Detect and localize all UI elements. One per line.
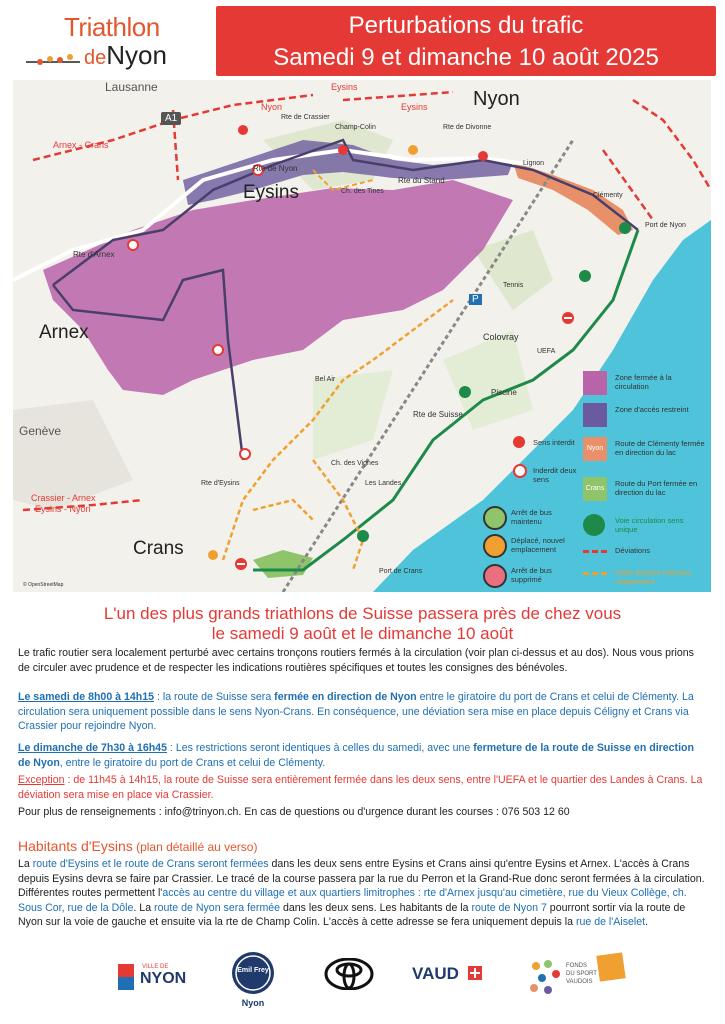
sunday-paragraph: Le dimanche de 7h30 à 16h45 : Les restrictions seront identiques à celles du samedi, avec une fermeture de la route de Suisse en direction de Nyon, entre le giratoire du port de Crans et celui de Clémenty. <box>18 742 694 769</box>
map-label-eysins: Eysins <box>243 182 299 203</box>
closed-zone <box>43 180 513 395</box>
legend-closed-zone-swatch <box>583 371 607 395</box>
bus-stop-maintained-icon <box>619 222 631 234</box>
map-label-eysins-nyon: Eysins - Nyon <box>35 504 91 514</box>
green-area <box>313 370 393 460</box>
eysins-paragraph: La route d'Eysins et le route de Crans seront fermées dans les deux sens entre Eysins et Crans ainsi qu'entre Eysins et Arnex. L'accès à Crans depuis Eysins devra se faire par Crassier. Le tracé de la course passera par la rue du Perron et la Grand-Rue donc seront fermées à la circulation. Différentes routes permettent l'accès au centre du village et aux quartiers limitrophes : rte d'Arnex jusqu'au cimetière, rue du Vieux Collège, ch. Sous Cor, rue de la Dôle. La route de Nyon sera fermée dans les deux sens. Les habitants de la route de Nyon 7 pourront sortir via la route de Nyon sur la voie de gauche et ensuite via la rte de Champ Colin. L'accès à cette adresse se fera uniquement depuis la rue de l'Aiselet. <box>18 858 705 928</box>
map-graphics <box>13 80 711 592</box>
map-label-crans: Crans <box>133 538 184 559</box>
map-label-uefa: UEFA <box>537 348 556 355</box>
forbidden-icon <box>240 449 250 459</box>
access-road <box>253 500 313 520</box>
map-label-port-crans: Port de Crans <box>379 568 423 575</box>
eysins-title: Habitants d'Eysins (plan détaillé au verso) <box>18 838 258 854</box>
deviation <box>633 100 711 190</box>
emil-frey-logo: Emil Frey Nyon <box>228 950 278 1014</box>
legend-bus-moved-icon <box>483 534 507 558</box>
info-heading-1: L'un des plus grands triathlons de Suisse passera près de chez vous <box>103 604 622 623</box>
map-label-rte-stand: Rte du Stand <box>398 176 445 185</box>
map-label-nyon: Nyon <box>473 88 520 110</box>
map-label-ch-vignes: Ch. des Vignes <box>331 460 379 467</box>
map-label-geneve: Genève <box>19 424 62 438</box>
map-label-rte-nyon: Rte de Nyon <box>253 164 298 173</box>
toyota-logo <box>324 958 374 988</box>
bus-stop-maintained-icon <box>357 530 369 542</box>
legend-access-line <box>583 572 607 575</box>
legend-deviation-line <box>583 550 607 553</box>
map-label-a1: A1 <box>161 112 181 125</box>
swiss-cross-icon <box>468 966 482 980</box>
bus-stop-suppressed-icon <box>238 125 248 135</box>
map-label-rte-crassier: Rte de Crassier <box>281 114 330 121</box>
vaud-logo: VAUD <box>412 964 492 988</box>
map-label-lausanne: Lausanne <box>105 80 158 94</box>
forbidden-icon <box>128 240 138 250</box>
legend-port-swatch: Crans <box>583 477 607 501</box>
map-label-lignon: Lignon <box>523 160 545 167</box>
map-label-clementy: Clémenty <box>593 192 623 199</box>
map-label-colovray: Colovray <box>483 332 519 342</box>
legend-bus-maintained-icon <box>483 506 507 530</box>
map-label-tennis: Tennis <box>503 282 524 289</box>
info-heading-2: le samedi 9 août et le dimanche 10 août <box>211 624 514 643</box>
traffic-map: Lausanne A1 Nyon Eysins Arnex Crans Genève Arnex - Crans Crassier - Arnex Eysins - Nyon Nyon Eysins Eysins Rte de Crassier Champ-Colin Rte de Divonne Rte de Nyon Rte du Stand Ch. des Tines Rte d'Arnex Rte d'Eysins Ch. des Vignes Les Landes Rte de Suisse Bel Air Tennis Colovray UEFA Piscine Port de Nyon Port de Crans Clémenty Lignon © OpenStreetMap P Zone fermée à la circulation Zone d'accès restreint Nyon Route de Clémenty fermée en direction du lac Crans Route du Port fermée en direction du lac Sens interdit Inderdit deux sens Arrêt de bus maintenu Déplacé, nouvel emplacement Arrêt de bus supprimé Voie circulation sens unique Déviations Voies d'accès riverains uniquement <box>13 80 711 592</box>
map-label-osm: © OpenStreetMap <box>23 582 64 588</box>
fonds-badge-icon <box>596 952 625 981</box>
header <box>0 0 725 78</box>
bus-stop-moved-icon <box>208 550 218 560</box>
sponsor-logos <box>0 948 725 1018</box>
bus-stop-maintained-icon <box>579 270 591 282</box>
forbidden-icon <box>213 345 223 355</box>
toyota-emblem-icon <box>324 958 374 990</box>
map-label-eysins-dev-2: Eysins <box>401 102 428 112</box>
map-label-piscine: Piscine <box>491 388 517 397</box>
map-label-eysins-dev-1: Eysins <box>331 82 358 92</box>
port-zone <box>253 550 313 578</box>
exception-paragraph: Exception : de 11h45 à 14h15, la route de Suisse sera entièrement fermée dans les deux sens, entre l'UEFA et le quartier des Landes à Crans. La déviation sera mise en place via Crassier. <box>18 774 703 801</box>
fonds-sport-vaudois-logo: FONDS DU SPORT VAUDOIS <box>526 954 626 1004</box>
map-label-ch-tines: Ch. des Tines <box>341 188 384 195</box>
contact-paragraph: Pour plus de renseignements : info@trinyon.ch. En cas de questions ou d'urgence durant les courses : 076 503 12 60 <box>18 806 570 818</box>
legend-oneway-icon <box>583 514 605 536</box>
bus-stop-moved-icon <box>408 145 418 155</box>
ville-de-nyon-logo: VILLE DE NYON <box>118 958 198 998</box>
legend-bus-suppressed-icon <box>483 564 507 588</box>
bus-stop-suppressed-icon <box>478 151 488 161</box>
logo-dots-icon <box>26 50 86 70</box>
map-label-rte-suisse: Rte de Suisse <box>413 410 463 419</box>
title-banner <box>216 6 716 76</box>
triathlon-logo <box>26 10 186 72</box>
bus-stop-maintained-icon <box>459 386 471 398</box>
map-label-crassier-arnex: Crassier - Arnex <box>31 493 96 503</box>
map-label-les-landes: Les Landes <box>365 480 402 487</box>
intro-paragraph: Le trafic routier sera localement perturbé avec certains tronçons routiers fermés à la circulation (voir plan ci-dessus et au dos). Nous vous prions de circuler avec prudence et de respecter les indications routières spécifiques et toutes les consignes des bénévoles. <box>18 647 694 674</box>
title-line-1: Perturbations du trafic <box>348 12 584 39</box>
map-label-rte-arnex: Rte d'Arnex <box>73 250 115 259</box>
map-label-arnex: Arnex <box>39 322 89 343</box>
legend-forbidden-icon <box>513 464 527 478</box>
map-label-port-nyon: Port de Nyon <box>645 222 686 229</box>
map-label-champ-colin: Champ-Colin <box>335 124 376 131</box>
map-label-rte-divonne: Rte de Divonne <box>443 124 492 131</box>
legend-no-entry-icon <box>513 436 525 448</box>
logo-text-de-nyon: deNyon <box>84 40 167 70</box>
title-line-2: Samedi 9 et dimanche 10 août 2025 <box>273 44 659 71</box>
deviation <box>343 92 453 100</box>
fonds-dots-icon <box>526 958 562 998</box>
parking-icon: P <box>469 294 482 305</box>
map-label-rte-eysins: Rte d'Eysins <box>201 480 240 487</box>
map-label-nyon-dev: Nyon <box>261 102 283 112</box>
map-label-arnex-crans: Arnex - Crans <box>53 140 109 150</box>
legend-clementy-swatch: Nyon <box>583 437 607 461</box>
map-label-bel-air: Bel Air <box>315 376 336 383</box>
nyon-crest-icon <box>118 964 138 994</box>
bus-stop-suppressed-icon <box>338 145 348 155</box>
logo-text-triathlon: Triathlon <box>64 12 160 42</box>
legend-restricted-swatch <box>583 403 607 427</box>
saturday-paragraph: Le samedi de 8h00 à 14h15 : la route de Suisse sera fermée en direction de Nyon entre le giratoire du port de Crans et celui de Clémenty. La circulation sera uniquement possible dans le sens Nyon-Crans. En conséquence, une déviation sera mise en place depuis Céligny et Crans via Crassier pour rejoindre Nyon. <box>18 691 694 732</box>
